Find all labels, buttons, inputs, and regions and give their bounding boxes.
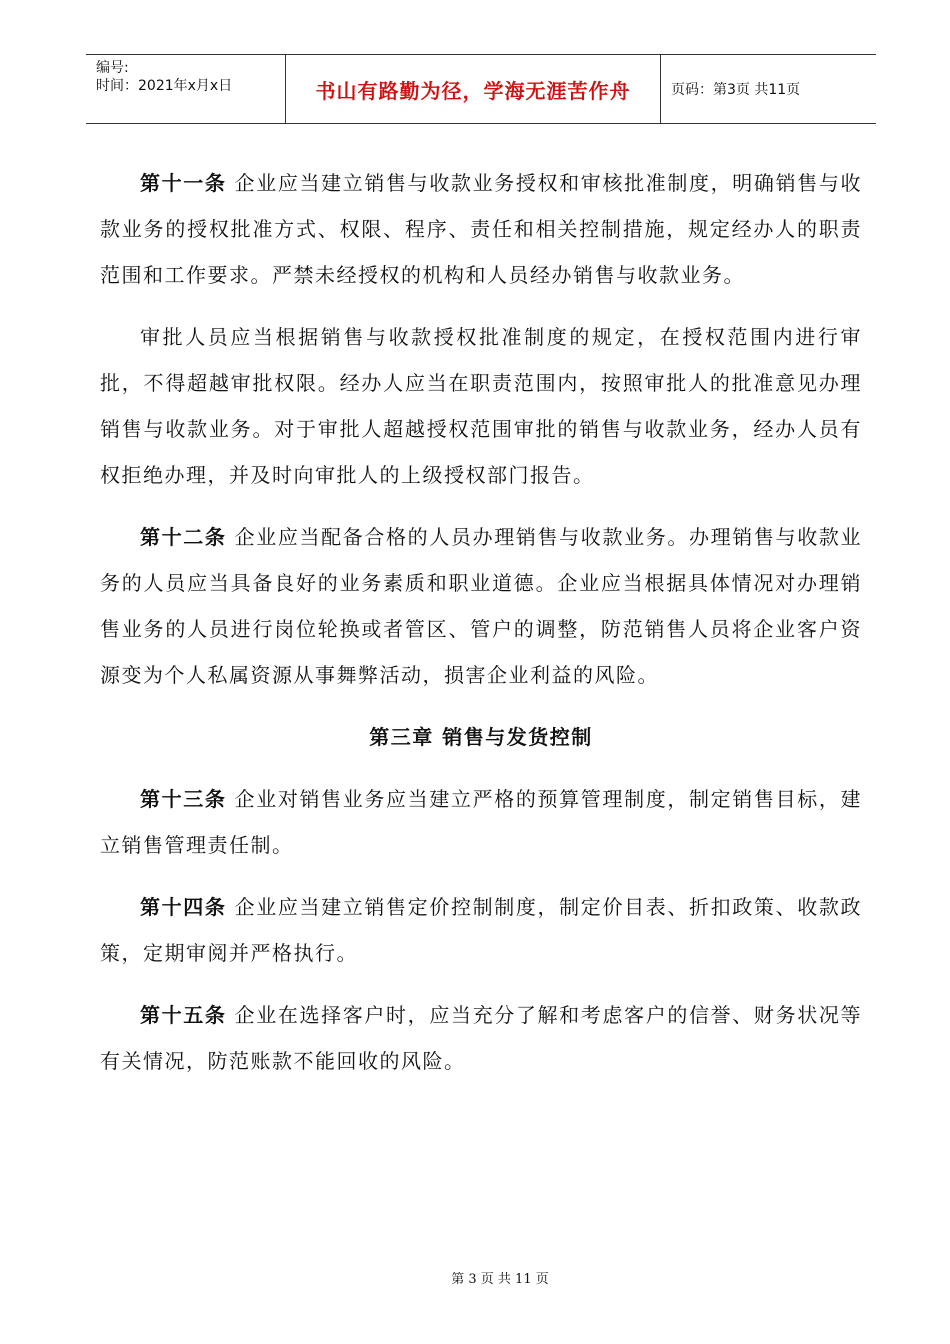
page-footer: 第 3 页 共 11 页 <box>451 1272 549 1287</box>
article-label: 第十五条 <box>140 1003 227 1027</box>
header-motto: 书山有路勤为径，学海无涯苦作舟 <box>286 55 661 123</box>
article-label: 第十四条 <box>140 895 227 919</box>
document-number-label: 编号: <box>96 60 129 76</box>
chapter-title: 第三章 销售与发货控制 <box>369 725 593 749</box>
article-11-paragraph-2 <box>100 314 862 498</box>
header-page-info: 页码：第3页 共11页 <box>671 82 801 98</box>
article-15 <box>100 992 862 1084</box>
page-header <box>86 54 876 124</box>
article-text: 企业应当配备合格的人员办理销售与收款业务。办理销售与收款业务的人员应当具备良好的业务素质和职业道德。企业应当根据具体情况对办理销售业务的人员进行岗位轮换或者管区、管户的调整，防范销售人员将企业客户资源变为个人私属资源从事舞弊活动，损害企业利益的风险。 <box>100 525 862 687</box>
article-text: 企业对销售业务应当建立严格的预算管理制度，制定销售目标，建立销售管理责任制。 <box>100 787 862 857</box>
article-11 <box>100 160 862 298</box>
article-label: 第十三条 <box>140 787 227 811</box>
document-time-label: 时间：2021年x月x日 <box>96 78 233 94</box>
article-label: 第十一条 <box>140 171 227 195</box>
document-body <box>100 160 862 1100</box>
article-14 <box>100 884 862 976</box>
article-text: 审批人员应当根据销售与收款授权批准制度的规定，在授权范围内进行审批，不得超越审批权限。经办人应当在职责范围内，按照审批人的批准意见办理销售与收款业务。对于审批人超越授权范围审批的销售与收款业务，经办人员有权拒绝办理，并及时向审批人的上级授权部门报告。 <box>100 325 862 487</box>
article-text: 企业应当建立销售定价控制制度，制定价目表、折扣政策、收款政策，定期审阅并严格执行。 <box>100 895 862 965</box>
article-13 <box>100 776 862 868</box>
article-12 <box>100 514 862 698</box>
article-label: 第十二条 <box>140 525 227 549</box>
header-meta <box>86 55 286 123</box>
article-text: 企业在选择客户时，应当充分了解和考虑客户的信誉、财务状况等有关情况，防范账款不能回收的风险。 <box>100 1003 862 1073</box>
article-text: 企业应当建立销售与收款业务授权和审核批准制度，明确销售与收款业务的授权批准方式、权限、程序、责任和相关控制措施，规定经办人的职责范围和工作要求。严禁未经授权的机构和人员经办销售与收款业务。 <box>100 171 862 287</box>
